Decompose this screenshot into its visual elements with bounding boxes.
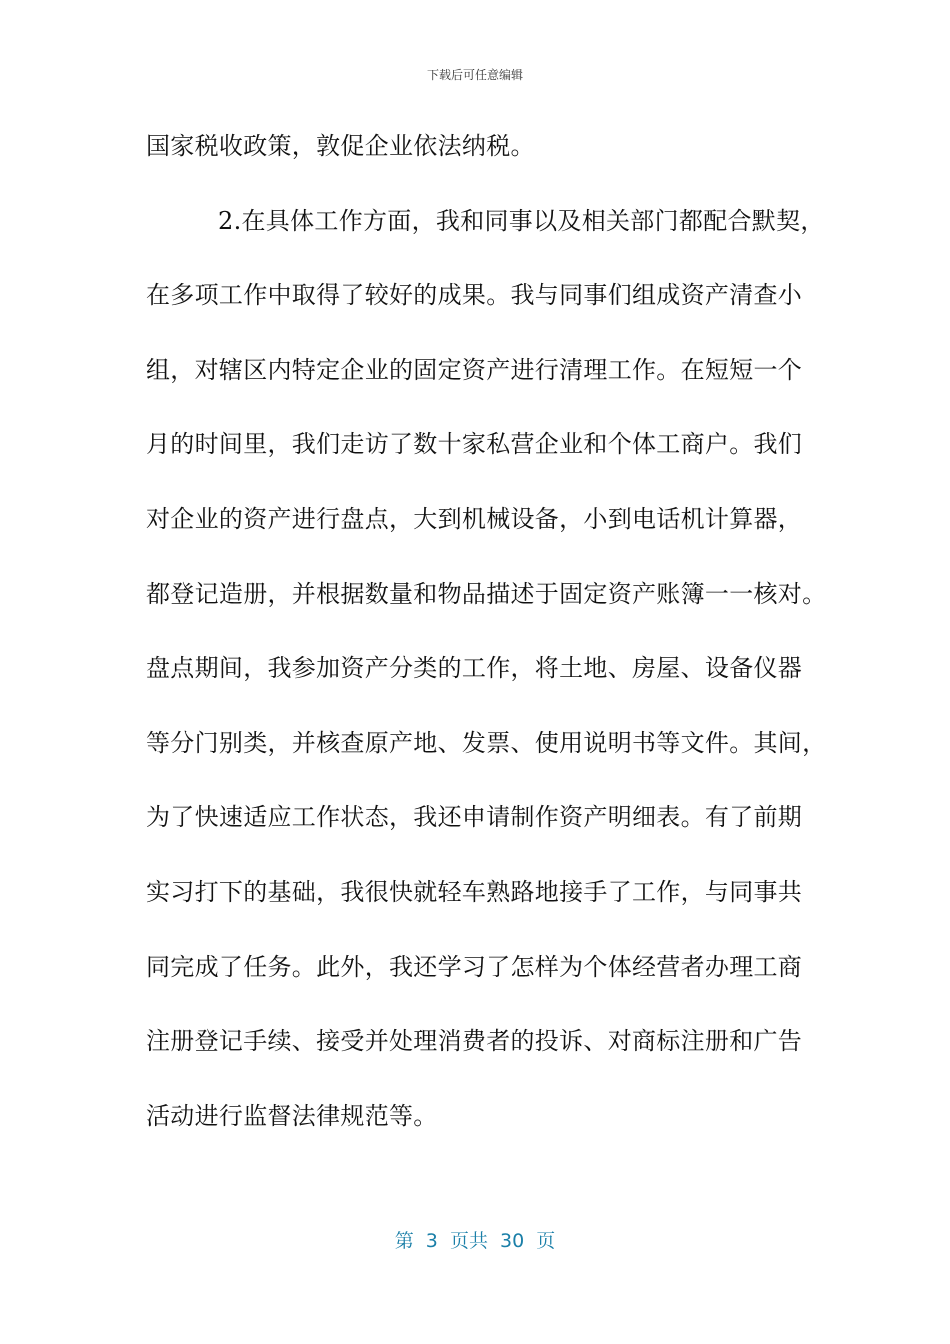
- text-line: 月的时间里，我们走访了数十家私营企业和个体工商户。我们: [146, 430, 803, 459]
- text-line: 为了快速适应工作状态，我还申请制作资产明细表。有了前期: [146, 803, 803, 832]
- text-line: 同完成了任务。此外，我还学习了怎样为个体经营者办理工商: [146, 952, 803, 981]
- page-number-footer: 第 3 页共 30 页: [394, 1230, 556, 1252]
- text-line: 组，对辖区内特定企业的固定资产进行清理工作。在短短一个: [146, 355, 803, 384]
- text-line: 注册登记手续、接受并处理消费者的投诉、对商标注册和广告: [146, 1027, 803, 1056]
- document-body: [146, 128, 826, 1172]
- text-line: 国家税收政策，敦促企业依法纳税。: [146, 132, 535, 160]
- text-line: 盘点期间，我参加资产分类的工作，将土地、房屋、设备仪器: [146, 654, 803, 683]
- page-header: 下载后可任意编辑: [426, 68, 523, 82]
- text-line: 都登记造册，并根据数量和物品描述于固定资产账簿一一核对。: [146, 579, 827, 608]
- text-line: 等分门别类，并核查原产地、发票、使用说明书等文件。其间，: [146, 728, 827, 757]
- text-line: 实习打下的基础，我很快就轻车熟路地接手了工作，与同事共: [146, 877, 803, 906]
- text-line: 活动进行监督法律规范等。: [146, 1101, 438, 1130]
- paragraph-start-line: 2.在具体工作方面，我和同事以及相关部门都配合默契，: [218, 206, 825, 235]
- text-line: 对企业的资产进行盘点，大到机械设备，小到电话机计算器，: [146, 504, 803, 533]
- text-line: 在多项工作中取得了较好的成果。我与同事们组成资产清查小: [146, 281, 803, 310]
